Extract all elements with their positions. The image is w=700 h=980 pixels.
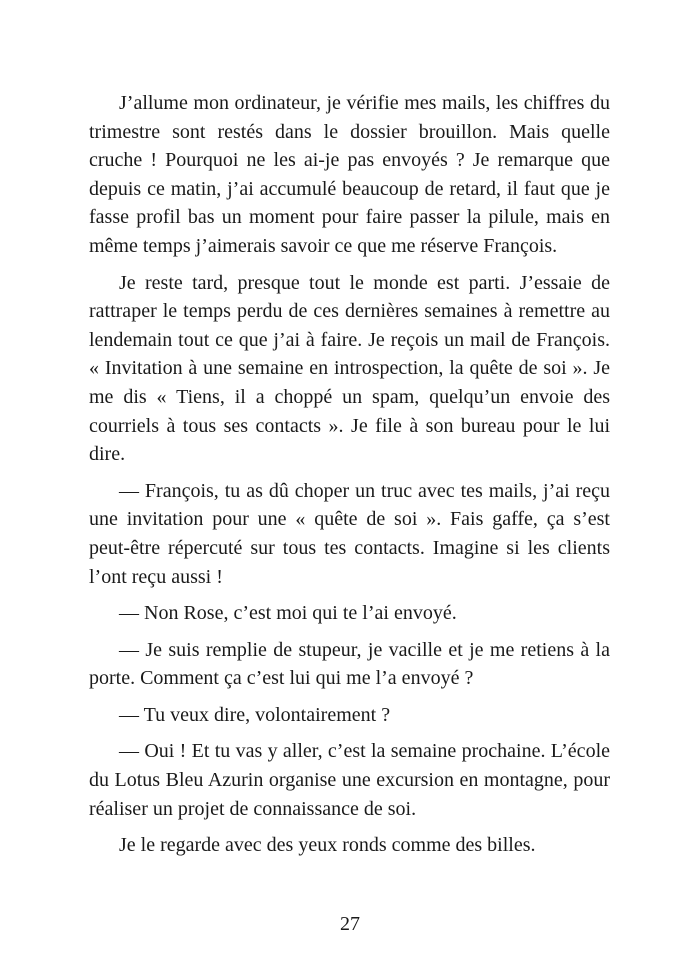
paragraph-1: J’allume mon ordinateur, je vérifie mes mails, les chiffres du trimestre sont restés dans le dossier brouillon. Mais quelle cruche ! Pourquoi ne les ai-je pas envoyés ? Je remarque que depuis ce matin, j’ai accumulé beaucoup de retard, il faut que je fasse profil bas un moment pour faire passer la pilule, mais en même temps j’aimerais savoir ce que me réserve François.	[89, 92, 610, 257]
paragraph-2: Je reste tard, presque tout le monde est parti. J’essaie de rattraper le temps perdu de ces dernières semaines à remettre au lendemain tout ce que j’ai à faire. Je reçois un mail de François. « Invitation à une semaine en introspection, la quête de soi ». Je me dis « Tiens, il a choppé un spam, quelqu’un envoie des courriels à tous ses contacts ». Je file à son bureau pour le lui dire.	[89, 271, 610, 466]
page-body	[89, 89, 610, 868]
page-number: 27	[340, 913, 360, 935]
paragraph-4: — Non Rose, c’est moi qui te l’ai envoyé.	[119, 602, 457, 625]
paragraph-3: — François, tu as dû choper un truc avec tes mails, j’ai reçu une invitation pour une « quête de soi ». Fais gaffe, ça s’est peut-être répercuté sur tous tes contacts. Imagine si les clients l’ont reçu aussi !	[89, 479, 610, 588]
paragraph-8: Je le regarde avec des yeux ronds comme des billes.	[119, 834, 536, 857]
paragraph-5: — Je suis remplie de stupeur, je vacille et je me retiens à la porte. Comment ça c’est lui qui me l’a envoyé ?	[89, 638, 610, 690]
paragraph-6: — Tu veux dire, volontairement ?	[119, 703, 391, 726]
paragraph-7: — Oui ! Et tu vas y aller, c’est la semaine prochaine. L’école du Lotus Bleu Azurin organise une excursion en montagne, pour réaliser un projet de connaissance de soi.	[89, 740, 610, 820]
